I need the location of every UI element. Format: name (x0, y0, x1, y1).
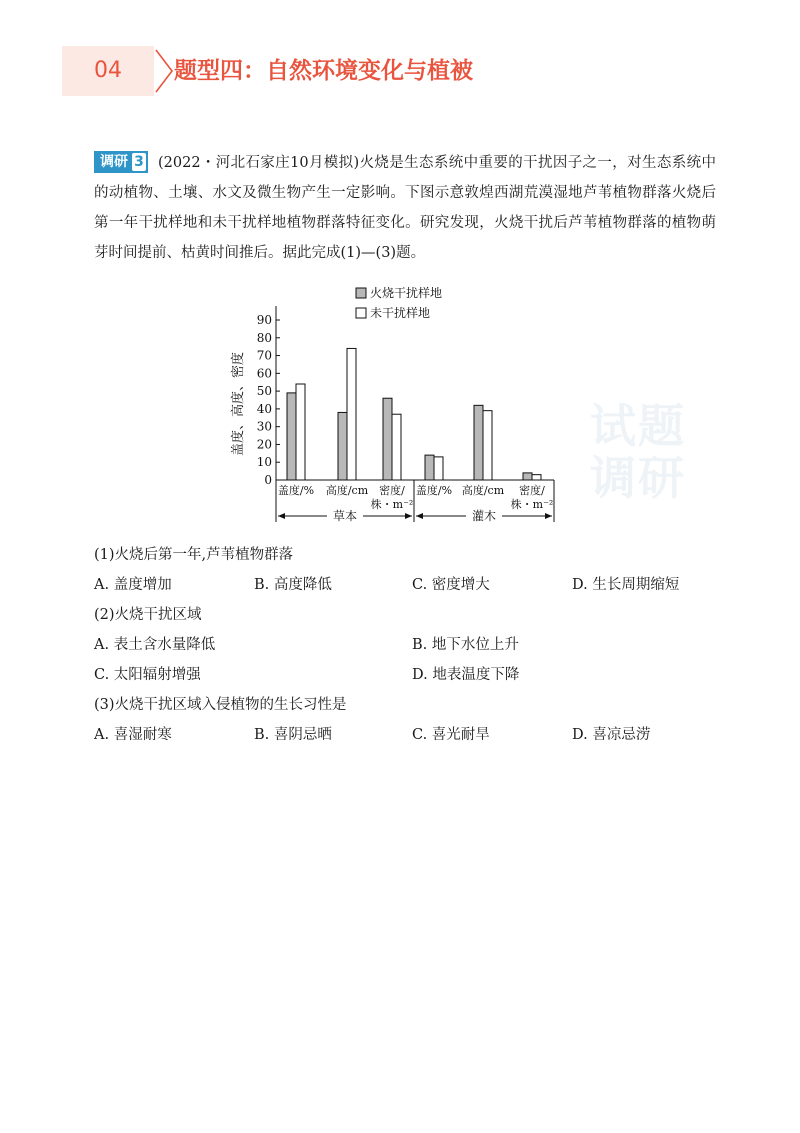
bar-unburned (296, 384, 305, 480)
x-category-label: 密度/ (379, 484, 405, 497)
arrow-left-icon (416, 513, 423, 519)
answer-option[interactable]: D. 地表温度下降 (412, 667, 520, 683)
watermark-line-1: 试题 (590, 399, 686, 453)
bar-burned (338, 412, 347, 480)
bar-chart (228, 282, 568, 530)
question-stem: (2)火烧干扰区域 (94, 607, 202, 623)
x-category-label: 高度/cm (325, 484, 369, 497)
watermark-line-2: 调研 (590, 451, 686, 505)
x-category-label: 株・m⁻² (510, 498, 554, 511)
legend-label: 火烧干扰样地 (370, 286, 443, 300)
bar-burned (523, 473, 532, 480)
intro-text: (2022・河北石家庄10月模拟)火烧是生态系统中重要的干扰因子之一，对生态系统中的动植物、土壤、水文及微生物产生一定影响。下图示意敦煌西湖荒漠湿地芦苇植物群落火烧后第一年干扰样地和未干扰样地植物群落特征变化。研究发现，火烧干扰后芦苇植物群落的植物萌芽时间提前、枯黄时间推后。据此完成(1)—(3)题。 (94, 155, 716, 261)
x-category-label: 盖度/% (415, 484, 453, 497)
y-tick-label: 70 (256, 348, 272, 363)
y-tick-label: 50 (256, 384, 272, 399)
x-category-label: 密度/ (519, 484, 545, 497)
intro-paragraph (94, 148, 716, 268)
question-stem: (3)火烧干扰区域入侵植物的生长习性是 (94, 697, 347, 713)
answer-option[interactable]: A. 盖度增加 (94, 577, 172, 593)
answer-option[interactable]: C. 喜光耐旱 (412, 727, 490, 743)
answer-option[interactable]: D. 喜凉忌涝 (572, 727, 651, 743)
y-tick-label: 20 (256, 437, 272, 452)
arrow-right-icon (545, 513, 552, 519)
option-row (94, 630, 734, 660)
chevron-right-icon (154, 46, 174, 96)
group-label: 灌木 (471, 509, 497, 523)
option-row (94, 660, 734, 690)
legend-swatch (356, 308, 366, 318)
arrow-left-icon (278, 513, 285, 519)
bar-burned (287, 393, 296, 480)
answer-option[interactable]: B. 地下水位上升 (412, 637, 519, 653)
answer-option[interactable]: B. 喜阴忌晒 (254, 727, 332, 743)
answer-option[interactable]: C. 太阳辐射增强 (94, 667, 201, 683)
answer-option[interactable]: A. 表土含水量降低 (94, 637, 216, 653)
option-row (94, 720, 734, 750)
question-list (94, 540, 734, 750)
answer-option[interactable]: C. 密度增大 (412, 577, 490, 593)
watermark (590, 400, 686, 504)
y-tick-label: 60 (256, 366, 272, 381)
bar-unburned (347, 348, 356, 480)
intro-passage (94, 148, 716, 268)
answer-option[interactable]: D. 生长周期缩短 (572, 577, 680, 593)
legend-label: 未干扰样地 (370, 306, 431, 320)
research-tag-number: 3 (132, 153, 146, 171)
x-category-label: 株・m⁻² (370, 498, 414, 511)
y-tick-label: 40 (256, 401, 272, 416)
section-header (62, 46, 742, 96)
bar-unburned (434, 457, 443, 480)
legend-swatch (356, 288, 366, 298)
answer-option[interactable]: A. 喜湿耐寒 (94, 727, 172, 743)
y-tick-label: 30 (256, 419, 272, 434)
x-category-label: 高度/cm (461, 484, 505, 497)
bar-unburned (483, 411, 492, 480)
section-number: 04 (62, 46, 154, 96)
research-tag (94, 151, 148, 173)
bar-burned (425, 455, 434, 480)
answer-option[interactable]: B. 高度降低 (254, 577, 332, 593)
x-category-label: 盖度/% (277, 484, 315, 497)
group-label: 草本 (332, 509, 358, 523)
y-tick-label: 80 (256, 330, 272, 345)
bar-burned (474, 405, 483, 480)
option-row (94, 570, 734, 600)
y-tick-label: 0 (264, 473, 272, 487)
y-axis-label: 盖度、高度、密度 (231, 351, 246, 457)
bar-burned (383, 398, 392, 480)
section-title: 题型四：自然环境变化与植被 (174, 58, 473, 84)
arrow-right-icon (405, 513, 412, 519)
y-tick-label: 90 (256, 313, 272, 327)
question-stem: (1)火烧后第一年,芦苇植物群落 (94, 547, 294, 563)
bar-unburned (532, 475, 541, 480)
bar-unburned (392, 414, 401, 480)
y-tick-label: 10 (256, 455, 272, 470)
research-tag-label: 调研 (100, 154, 128, 170)
